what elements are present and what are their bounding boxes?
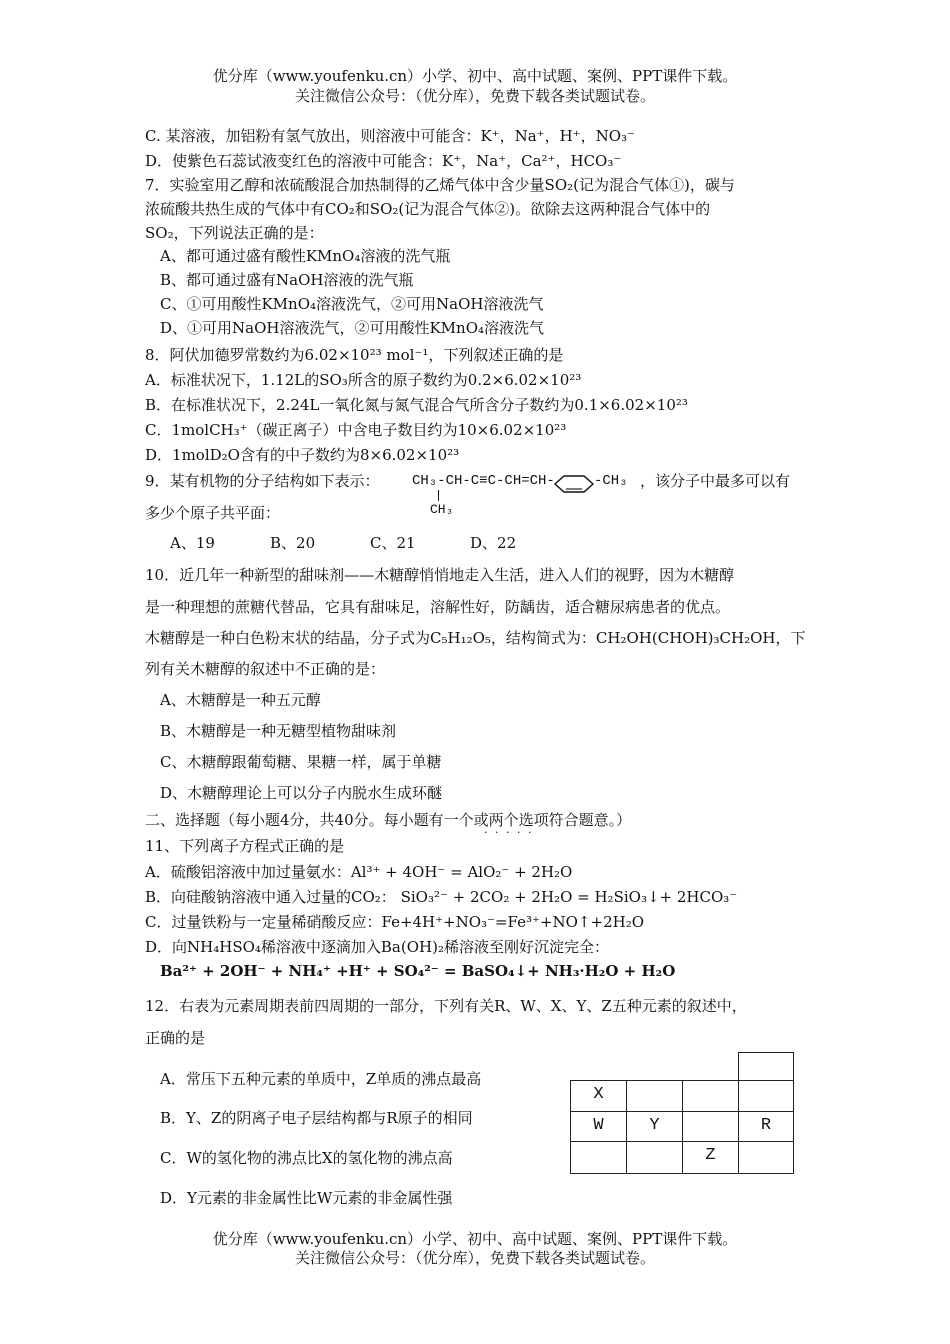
q6-option-c: C. 某溶液，加铝粉有氢气放出，则溶液中可能含：K⁺，Na⁺，H⁺，NO₃⁻ — [145, 127, 635, 145]
q10-stem-2: 是一种理想的蔗糖代替品，它具有甜味足，溶解性好，防龋齿，适合糖尿病患者的优点。 — [145, 598, 731, 616]
footer-line-1: 优分库（www.youfenku.cn）小学、初中、高中试题、案例、PPT课件下载。 — [212, 1230, 738, 1248]
pt-cell-y: Y — [626, 1111, 683, 1142]
q12-option-a: A．常压下五种元素的单质中，Z单质的沸点最高 — [160, 1070, 482, 1088]
q10-option-a: A、木糖醇是一种五元醇 — [160, 691, 321, 709]
q12-stem-2: 正确的是 — [145, 1029, 206, 1047]
q7-option-d: D、①可用NaOH溶液洗气，②可用酸性KMnO₄溶液洗气 — [160, 319, 545, 337]
pt-cell-empty — [738, 1141, 794, 1174]
pt-cell-z: Z — [682, 1141, 739, 1174]
q7-option-c: C、①可用酸性KMnO₄溶液洗气，②可用NaOH溶液洗气 — [160, 295, 544, 313]
q9-stem-a: 9．某有机物的分子结构如下表示： — [145, 472, 380, 490]
q12-option-d: D．Y元素的非金属性比W元素的非金属性强 — [160, 1189, 453, 1207]
pt-cell-top-right — [738, 1052, 794, 1081]
q7-option-a: A、都可通过盛有酸性KMnO₄溶液的洗气瓶 — [160, 247, 451, 265]
header-line-2: 关注微信公众号：（优分库），免费下载各类试题试卷。 — [294, 87, 655, 105]
pt-cell-empty — [682, 1080, 739, 1112]
q9-formula: CH₃-CH-C≡C-CH=CH- — [412, 473, 555, 489]
q8-option-b: B．在标准状况下，2.24L一氧化氮与氮气混合气所含分子数约为0.1×6.02×10²³ — [145, 396, 688, 414]
q10-stem-1: 10．近几年一种新型的甜味剂——木糖醇悄悄地走入生活，进入人们的视野，因为木糖醇 — [145, 566, 735, 584]
footer-line-2: 关注微信公众号：（优分库），免费下载各类试题试卷。 — [294, 1249, 655, 1267]
header-line-1: 优分库（www.youfenku.cn）小学、初中、高中试题、案例、PPT课件下载。 — [212, 67, 738, 85]
q10-stem-4: 列有关木糖醇的叙述中不正确的是： — [145, 660, 386, 678]
q9-option-a: A、19 — [170, 534, 215, 552]
benzene-ring-icon — [553, 474, 595, 494]
pt-cell-x: X — [570, 1080, 627, 1112]
q7-option-b: B、都可通过盛有NaOH溶液的洗气瓶 — [160, 271, 414, 289]
pt-cell-empty — [682, 1111, 739, 1142]
q11-option-b: B．向硅酸钠溶液中通入过量的CO₂： SiO₃²⁻ + 2CO₂ + 2H₂O = H₂SiO₃↓+ 2HCO₃⁻ — [145, 888, 738, 906]
q9-stem-2: 多少个原子共平面： — [145, 504, 281, 522]
q12-stem-1: 12．右表为元素周期表前四周期的一部分，下列有关R、W、X、Y、Z五种元素的叙述中， — [145, 997, 747, 1015]
q8-option-a: A．标准状况下，1.12L的SO₃所含的原子数约为0.2×6.02×10²³ — [145, 371, 582, 389]
q9-option-b: B、20 — [270, 534, 316, 552]
q10-option-d: D、木糖醇理论上可以分子内脱水生成环醚 — [160, 784, 443, 802]
emphasis-dots: · · · · · — [484, 826, 534, 839]
q8-stem: 8．阿伏加德罗常数约为6.02×10²³ mol⁻¹，下列叙述正确的是 — [145, 346, 564, 364]
q7-stem-3: SO₂，下列说法正确的是： — [145, 224, 324, 242]
q7-stem-1: 7．实验室用乙醇和浓硫酸混合加热制得的乙烯气体中含少量SO₂(记为混合气体①)，碳与 — [145, 176, 735, 194]
q9-branch: CH₃ — [430, 502, 454, 517]
q9-option-c: C、21 — [370, 534, 416, 552]
q11-option-a: A．硫酸铝溶液中加过量氨水：Al³⁺ + 4OH⁻ = AlO₂⁻ + 2H₂O — [145, 863, 573, 881]
q12-option-b: B．Y、Z的阴离子电子层结构都与R原子的相同 — [160, 1109, 473, 1127]
q10-option-c: C、木糖醇跟葡萄糖、果糖一样，属于单糖 — [160, 753, 442, 771]
section-2-title: 二、选择题（每小题4分，共40分。每小题有一个或两个选项符合题意。） — [145, 811, 632, 829]
q9-stem-b: ，该分子中最多可以有 — [640, 472, 791, 490]
q8-option-c: C．1molCH₃⁺（碳正离子）中含电子数目约为10×6.02×10²³ — [145, 421, 567, 439]
pt-cell-w: W — [570, 1111, 627, 1142]
q10-stem-3: 木糖醇是一种白色粉末状的结晶，分子式为C₅H₁₂O₅，结构简式为：CH₂OH(CHOH)₃CH₂OH，下 — [145, 629, 806, 647]
q6-option-d: D．使紫色石蕊试液变红色的溶液中可能含：K⁺，Na⁺，Ca²⁺，HCO₃⁻ — [145, 152, 622, 170]
q9-formula-tail: -CH₃ — [594, 473, 628, 489]
periodic-table-fragment — [570, 1052, 794, 1174]
pt-cell-r: R — [738, 1111, 794, 1142]
q7-stem-2: 浓硫酸共热生成的气体中有CO₂和SO₂(记为混合气体②)。欲除去这两种混合气体中的 — [145, 200, 711, 218]
q11-option-d-equation: Ba²⁺ + 2OH⁻ + NH₄⁺ +H⁺ + SO₄²⁻ = BaSO₄↓+ NH₃·H₂O + H₂O — [160, 962, 676, 980]
pt-cell-empty — [626, 1080, 683, 1112]
q11-option-c: C．过量铁粉与一定量稀硝酸反应：Fe+4H⁺+NO₃⁻=Fe³⁺+NO↑+2H₂O — [145, 913, 645, 931]
q10-option-b: B、木糖醇是一种无糖型植物甜味剂 — [160, 722, 397, 740]
pt-cell-empty — [570, 1141, 627, 1174]
pt-cell-empty — [738, 1080, 794, 1112]
q8-option-d: D．1molD₂O含有的中子数约为8×6.02×10²³ — [145, 446, 460, 464]
q11-option-d: D．向NH₄HSO₄稀溶液中逐滴加入Ba(OH)₂稀溶液至刚好沉淀完全： — [145, 938, 609, 956]
q11-stem: 11、下列离子方程式正确的是 — [145, 837, 345, 855]
q9-option-d: D、22 — [470, 534, 517, 552]
q12-option-c: C．W的氢化物的沸点比X的氢化物的沸点高 — [160, 1149, 453, 1167]
pt-cell-empty — [626, 1141, 683, 1174]
